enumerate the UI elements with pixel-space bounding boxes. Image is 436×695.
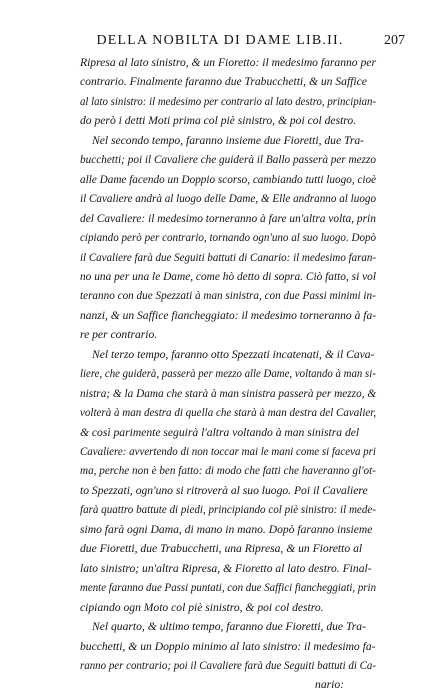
text-line: il Cavaliere farà due Seguiti battuti di Canario: il medesimo faran-: [80, 250, 377, 264]
text-line: cipiando però per contrario, tornando ogn'uno al suo luogo. Dopò: [80, 231, 377, 245]
paragraph-start-line: Nel quarto, & ultimo tempo, faranno due Fioretti, due Tra-: [92, 620, 366, 634]
text-line: bucchetti, & un Doppio minimo al lato sinistro: il medesimo fa-: [80, 639, 376, 653]
text-line: contrario. Finalmente faranno due Trabucchetti, & un Saffice: [80, 75, 367, 89]
text-line: ma, perche non è ben fatto: di modo che fatti che haveranno gl'ot-: [80, 464, 376, 478]
text-line: to Spezzati, ogn'uno si ritroverà al suo luogo. Poi il Cavaliere: [80, 483, 368, 497]
text-line: volterà à man destra di quella che starà à man destra del Cavalier,: [80, 406, 377, 420]
text-line: farà quattro battute di piedi, principiando col piè sinistro: il mede-: [80, 503, 376, 517]
text-line: teranno con due Spezzati à man sinistra, con due Passi minimi in-: [80, 289, 376, 303]
text-line: alle Dame facendo un Doppio scorso, cambiando tutti luogo, cioè: [80, 172, 377, 186]
text-line: liere, che guiderà, passerà per mezzo alle Dame, voltando à man si-: [80, 367, 376, 381]
running-head: DELLA NOBILTA DI DAME LIB.II.: [96, 33, 344, 48]
text-line: ranno per contrario; poi il Cavaliere farà due Seguiti battuti di Ca-: [80, 658, 376, 672]
text-line: due Fioretti, due Trabucchetti, una Ripresa, & un Fioretto al: [80, 542, 363, 556]
text-line: Cavaliere: avvertendo di non toccar mai le mani come si faceva pri: [80, 445, 376, 458]
text-line: & così parimente seguirà l'altra voltando à man sinistra del: [80, 425, 360, 439]
text-line: il Cavaliere andrà al luogo delle Dame, & Elle andranno al luogo: [80, 192, 377, 206]
text-line: lato sinistro; un'altra Ripresa, & Fioretto al lato destro. Final-: [80, 561, 372, 575]
text-line: al lato sinistro: il medesimo per contrario al lato destro, principian-: [80, 94, 377, 108]
page-number: 207: [384, 33, 405, 48]
text-line: del Cavaliere: il medesimo torneranno à fare un'altra volta, prin: [80, 211, 376, 225]
text-line: re per contrario.: [80, 328, 158, 342]
catchword-line: nario:: [315, 678, 344, 692]
text-line: nanzi, & un Saffice fiancheggiato: il medesimo torneranno à fa-: [80, 308, 377, 322]
text-line: cipiando ogn Moto col piè sinistro, & poi col destro.: [80, 600, 324, 614]
text-line: mente faranno due Passi puntati, con due Saffici fiancheggiati, prin: [80, 581, 377, 595]
text-line: no una per una le Dame, come hò detto di sopra. Ciò fatto, si vol: [80, 269, 377, 283]
paragraph-start-line: Nel terzo tempo, faranno otto Spezzati incatenati, & il Cava-: [92, 347, 375, 361]
text-line: do però i detti Moti prima col piè sinistro, & poi col destro.: [80, 114, 357, 128]
paragraph-start-line: Nel secondo tempo, faranno insieme due Fioretti, due Tra-: [92, 133, 364, 147]
text-line: nistra; & la Dama che starà à man sinistra passerà per mezzo, &: [80, 386, 377, 400]
text-line: simo farà ogni Dama, di mano in mano. Dopò faranno insieme: [80, 522, 373, 536]
text-line: Ripresa al lato sinistro, & un Fioretto: il medesimo faranno per: [80, 56, 376, 69]
text-line: bucchetti; poi il Cavaliere che guiderà il Ballo passerà per mezzo: [80, 153, 376, 167]
